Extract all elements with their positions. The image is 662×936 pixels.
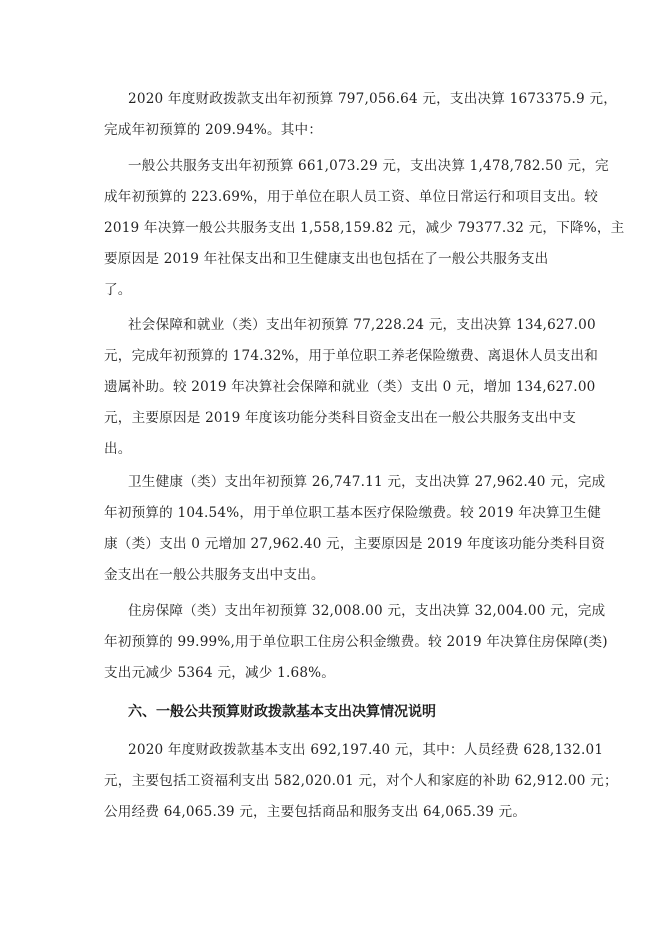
text-line: 康（类）支出 0 元增加 27,962.40 元，主要原因是 2019 年度该功能分类科目资 xyxy=(104,536,605,552)
section-heading: 六、一般公共预算财政拨款基本支出决算情况说明 xyxy=(128,704,436,720)
paragraph-social-security xyxy=(104,310,599,465)
text-line: 金支出在一般公共服务支出中支出。 xyxy=(104,567,325,583)
text-line: 2019 年决算一般公共服务支出 1,558,159.82 元，减少 79377.32 元，下降%，主 xyxy=(104,220,625,236)
paragraph-housing xyxy=(104,596,608,689)
paragraph-health xyxy=(104,467,606,591)
text-line: 住房保障（类）支出年初预算 32,008.00 元，支出决算 32,004.00 元，完成 xyxy=(128,603,606,619)
text-line: 年初预算的 99.99%,用于单位职工住房公积金缴费。较 2019 年决算住房保障(类) xyxy=(104,634,608,650)
text-line: 2020 年度财政拨款基本支出 692,197.40 元，其中：人员经费 628,132.01 xyxy=(128,742,604,758)
text-line: 一般公共服务支出年初预算 661,073.29 元，支出决算 1,478,782.50 元，完 xyxy=(128,158,609,174)
text-line: 支出元减少 5364 元，减少 1.68%。 xyxy=(104,665,336,681)
text-line: 元，完成年初预算的 174.32%，用于单位职工养老保险缴费、离退休人员支出和 xyxy=(104,348,599,364)
text-line: 社会保障和就业（类）支出年初预算 77,228.24 元，支出决算 134,627.00 xyxy=(128,317,596,333)
paragraph-total-expenditure xyxy=(104,84,618,146)
text-line: 了。 xyxy=(104,282,132,298)
text-line: 成年初预算的 223.69%，用于单位在职人员工资、单位日常运行和项目支出。较 xyxy=(104,189,599,205)
text-line: 要原因是 2019 年社保支出和卫生健康支出也包括在了一般公共服务支出 xyxy=(104,251,549,267)
text-line: 元，主要原因是 2019 年度该功能分类科目资金支出在一般公共服务支出中支 xyxy=(104,410,577,426)
paragraph-general-public-services xyxy=(104,151,625,306)
text-line: 遗属补助。较 2019 年决算社会保障和就业（类）支出 0 元，增加 134,627.00 xyxy=(104,379,596,395)
text-line: 卫生健康（类）支出年初预算 26,747.11 元，支出决算 27,962.40 元，完成 xyxy=(128,474,606,490)
text-line: 公用经费 64,065.39 元，主要包括商品和服务支出 64,065.39 元。 xyxy=(104,804,527,820)
paragraph-basic-expenditure xyxy=(104,735,618,828)
text-line: 2020 年度财政拨款支出年初预算 797,056.64 元，支出决算 1673375.9 元， xyxy=(128,91,618,107)
text-line: 年初预算的 104.54%，用于单位职工基本医疗保险缴费。较 2019 年决算卫生健 xyxy=(104,505,602,521)
text-line: 完成年初预算的 209.94%。其中： xyxy=(104,122,323,138)
text-line: 元，主要包括工资福利支出 582,020.01 元，对个人和家庭的补助 62,912.00 元； xyxy=(104,773,618,789)
text-line: 出。 xyxy=(104,441,132,457)
